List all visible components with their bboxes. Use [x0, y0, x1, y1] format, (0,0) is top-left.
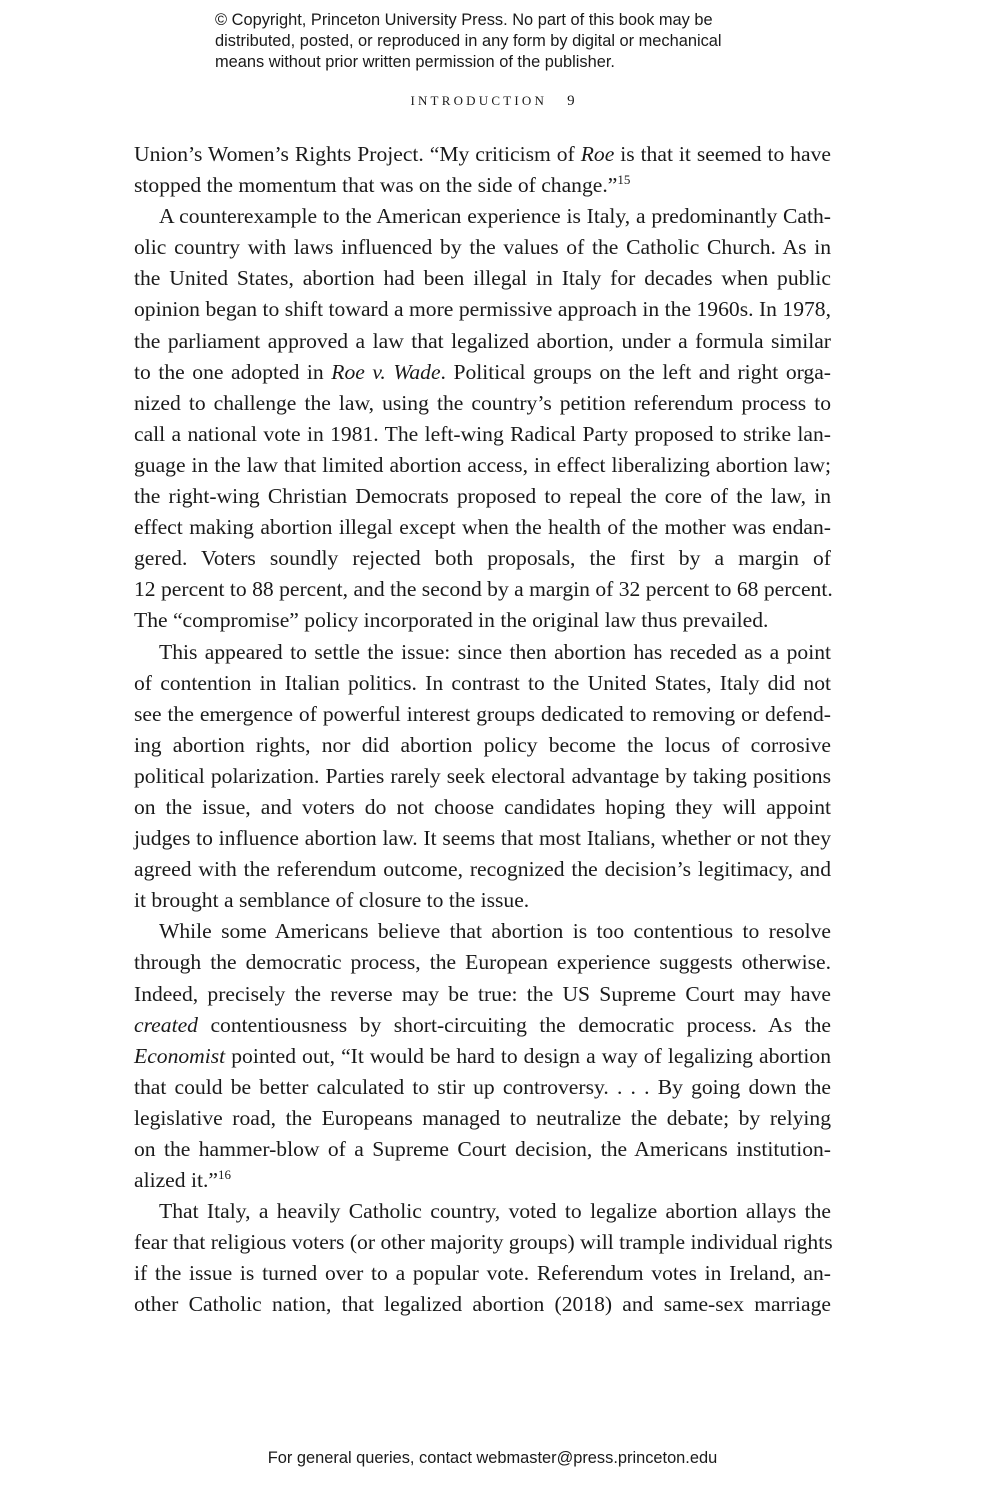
running-head-section: INTRODUCTION: [410, 93, 548, 108]
copyright-line: distributed, posted, or reproduced in any form by digital or mechanical: [215, 32, 722, 50]
italic-text: created: [134, 1012, 198, 1037]
text-line: effect making abortion illegal except when the health of the mother was endan-: [134, 515, 831, 540]
text-line: created contentiousness by short-circuiting the democratic process. As the: [134, 1012, 831, 1037]
footer-contact: For general queries, contact webmaster@press.princeton.edu: [267, 1449, 718, 1467]
page-number: 9: [567, 93, 575, 109]
text-line: fear that religious voters (or other majority groups) will trample individual rights: [134, 1230, 833, 1255]
text-line: Economist pointed out, “It would be hard to design a way of legalizing abortion: [134, 1043, 831, 1068]
text-line: other Catholic nation, that legalized abortion (2018) and same-sex marriage: [134, 1292, 831, 1317]
text-line: Indeed, precisely the reverse may be true: the US Supreme Court may have: [134, 981, 831, 1006]
text-line: see the emergence of powerful interest groups dedicated to removing or defend-: [134, 701, 831, 726]
text-line: The “compromise” policy incorporated in the original law thus prevailed.: [134, 608, 769, 633]
text-line: through the democratic process, the European experience suggests otherwise.: [134, 950, 831, 975]
body-text: [134, 139, 831, 1321]
text-line: it brought a semblance of closure to the issue.: [134, 888, 530, 913]
text-line: the parliament approved a law that legalized abortion, under a formula similar: [134, 328, 831, 353]
text-line: to the one adopted in Roe v. Wade. Political groups on the left and right orga-: [134, 359, 831, 384]
text-line: While some Americans believe that abortion is too contentious to resolve: [159, 919, 831, 944]
text-line: if the issue is turned over to a popular vote. Referendum votes in Ireland, an-: [134, 1261, 831, 1286]
paragraph: [134, 201, 831, 636]
italic-text: Roe v. Wade: [331, 359, 441, 384]
text-line: judges to influence abortion law. It seems that most Italians, whether or not they: [134, 826, 831, 851]
paragraph: [134, 916, 831, 1196]
text-line: of contention in Italian politics. In contrast to the United States, Italy did not: [134, 670, 831, 695]
italic-text: Economist: [134, 1043, 226, 1068]
text-line: nized to challenge the law, using the country’s petition referendum process to: [134, 390, 831, 415]
text-line: that could be better calculated to stir up controversy. . . . By going down the: [134, 1074, 831, 1099]
text-line: stopped the momentum that was on the side of change.”$^{15}$: [134, 172, 631, 198]
paragraph: [134, 637, 831, 917]
footnote-reference[interactable]: 16: [217, 1167, 231, 1183]
text-line: the United States, abortion had been illegal in Italy for decades when public: [134, 266, 831, 291]
text-line: ing abortion rights, nor did abortion policy become the locus of corrosive: [134, 732, 831, 757]
copyright-line: © Copyright, Princeton University Press. No part of this book may be: [215, 11, 713, 29]
text-line: gered. Voters soundly rejected both proposals, the first by a margin of: [134, 546, 831, 571]
paragraph: [134, 139, 831, 201]
text-line: That Italy, a heavily Catholic country, voted to legalize abortion allays the: [159, 1199, 831, 1224]
text-line: the right-wing Christian Democrats proposed to repeal the core of the law, in: [134, 484, 831, 509]
italic-text: Roe: [580, 142, 615, 166]
text-line: alized it.”$^{16}$: [134, 1167, 231, 1193]
text-line: guage in the law that limited abortion access, in effect liberalizing abortion law;: [134, 452, 831, 477]
text-line: call a national vote in 1981. The left-wing Radical Party proposed to strike lan-: [134, 421, 831, 446]
paragraph: [134, 1196, 831, 1320]
text-line: 12 percent to 88 percent, and the second by a margin of 32 percent to 68 percent.: [134, 577, 833, 602]
text-line: A counterexample to the American experience is Italy, a predominantly Cath-: [159, 204, 831, 229]
footnote-reference[interactable]: 15: [617, 172, 631, 188]
text-line: political polarization. Parties rarely seek electoral advantage by taking positions: [134, 763, 831, 788]
text-line: Union’s Women’s Rights Project. “My criticism of Roe is that it seemed to have: [134, 142, 832, 166]
text-line: opinion began to shift toward a more permissive approach in the 1960s. In 1978,: [134, 297, 831, 322]
text-line: legislative road, the Europeans managed to neutralize the debate; by relying: [134, 1105, 831, 1130]
copyright-line: means without prior written permission of the publisher.: [215, 53, 615, 71]
text-line: agreed with the referendum outcome, recognized the decision’s legitimacy, and: [134, 857, 831, 882]
text-line: on the hammer-blow of a Supreme Court decision, the Americans institution-: [134, 1137, 831, 1161]
text-line: This appeared to settle the issue: since then abortion has receded as a point: [159, 639, 831, 664]
text-line: on the issue, and voters do not choose candidates hoping they will appoint: [134, 794, 831, 819]
text-line: olic country with laws influenced by the values of the Catholic Church. As in: [134, 235, 831, 260]
running-head: [0, 93, 985, 110]
copyright-notice: [215, 10, 815, 73]
